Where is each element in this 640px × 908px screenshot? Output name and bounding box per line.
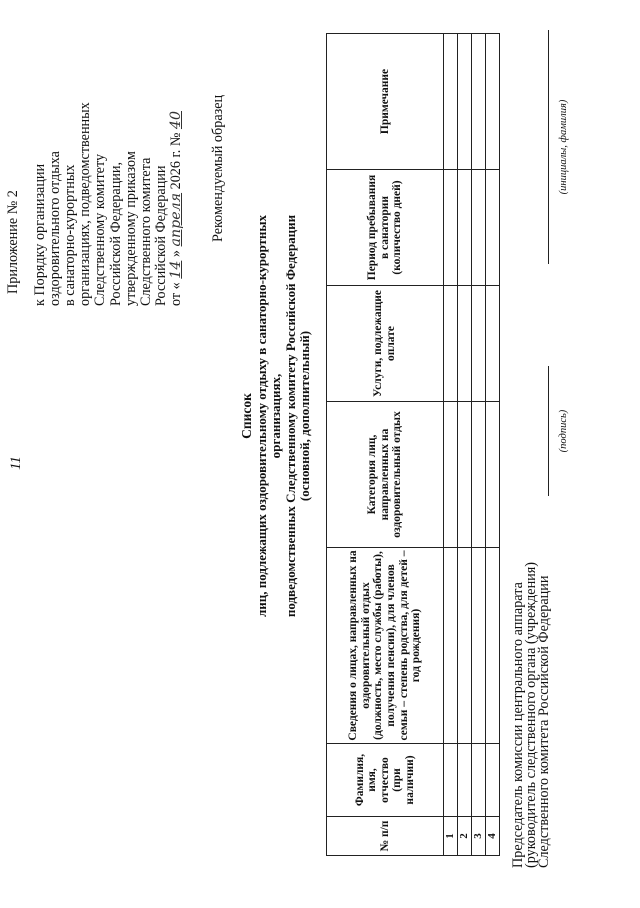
table-header-row [327, 34, 444, 856]
table-cell [458, 170, 472, 286]
appendix-line: организациях, подведомственных [77, 102, 94, 306]
persons-table [326, 33, 500, 856]
table-cell [458, 402, 472, 548]
appendix-line: к Порядку организации [32, 163, 49, 306]
header-note: Примечание [327, 34, 444, 170]
signature-label-line: Следственного комитета Российской Федерации [536, 575, 552, 868]
table-cell [444, 548, 458, 744]
signature-label-line: Председатель комиссии центрального аппарата [510, 582, 526, 868]
header-full-name: Фамилия, имя, отчество (при наличии) [327, 744, 444, 817]
appendix-date-line [169, 6, 184, 306]
table-cell [486, 744, 500, 817]
date-sep: » [167, 250, 184, 258]
table-cell [444, 286, 458, 402]
table-cell [458, 744, 472, 817]
date-prefix: от « [167, 282, 184, 306]
table-cell [444, 34, 458, 170]
appendix-line: Российской Федерации, [107, 161, 124, 306]
list-title-line: подведомственных Следственному комитету Российской Федерации [282, 214, 298, 618]
table-cell [472, 34, 486, 170]
row-number: 4 [486, 817, 500, 856]
signature-line [548, 366, 549, 496]
list-title [240, 186, 313, 646]
header-person-info: Сведения о лицах, направленных на оздоровительный отдых (должность, место службы (работы), получения пенсии), для членов семьи – степень родства, для детей – год рождения) [327, 548, 444, 744]
table-cell [486, 34, 500, 170]
table-cell [486, 286, 500, 402]
header-number: № п/п [327, 817, 444, 856]
table-cell [444, 744, 458, 817]
appendix-line: в санаторно-курортных [62, 164, 79, 306]
table-row [444, 34, 458, 856]
appendix-line: Следственного комитета [137, 157, 154, 306]
date-suffix: г. № [167, 132, 184, 158]
date-month: апреля [167, 192, 184, 247]
date-year: 2026 [167, 161, 184, 190]
header-services: Услуги, подлежащие оплате [327, 286, 444, 402]
row-number: 1 [444, 817, 458, 856]
signature-caption: (подпись) [558, 409, 569, 453]
name-caption: (инициалы, фамилия) [558, 99, 569, 195]
appendix-line: Российской Федерации [152, 165, 169, 306]
row-number: 2 [458, 817, 472, 856]
appendix-line: оздоровительного отдыха [47, 151, 64, 306]
appendix-title: Приложение № 2 [5, 190, 21, 294]
table-row [472, 34, 486, 856]
table-cell [486, 170, 500, 286]
list-title-line: лиц, подлежащих оздоровительному отдыху в санаторно-курортных организациях, [253, 214, 284, 618]
signature-block [512, 28, 632, 868]
header-category: Категория лиц, направленных на оздоровительный отдых [327, 402, 444, 548]
table-row [486, 34, 500, 856]
name-line [548, 30, 549, 264]
table-cell [444, 170, 458, 286]
date-day: 14 [167, 260, 184, 279]
table-cell [458, 286, 472, 402]
page-number: 11 [8, 456, 24, 470]
list-heading: Список [239, 393, 254, 439]
signature-label-line: (руководитель следственного органа (учреждения) [523, 561, 539, 868]
table-cell [458, 34, 472, 170]
order-number: 40 [167, 111, 184, 130]
table-cell [472, 402, 486, 548]
table-cell [472, 286, 486, 402]
list-title-line: (основной, дополнительный) [297, 330, 313, 502]
header-stay-period: Период пребывания в санатории (количество дней) [327, 170, 444, 286]
table-cell [472, 170, 486, 286]
table-cell [444, 402, 458, 548]
table-cell [472, 744, 486, 817]
table-cell [472, 548, 486, 744]
table-cell [458, 548, 472, 744]
appendix-line: утвержденному приказом [122, 151, 139, 306]
table-cell [486, 548, 500, 744]
row-number: 3 [472, 817, 486, 856]
appendix-block [6, 6, 184, 306]
table-cell [486, 402, 500, 548]
recommended-sample-label: Рекомендуемый образец [210, 94, 226, 242]
appendix-line: Следственному комитету [92, 153, 109, 306]
table-row [458, 34, 472, 856]
